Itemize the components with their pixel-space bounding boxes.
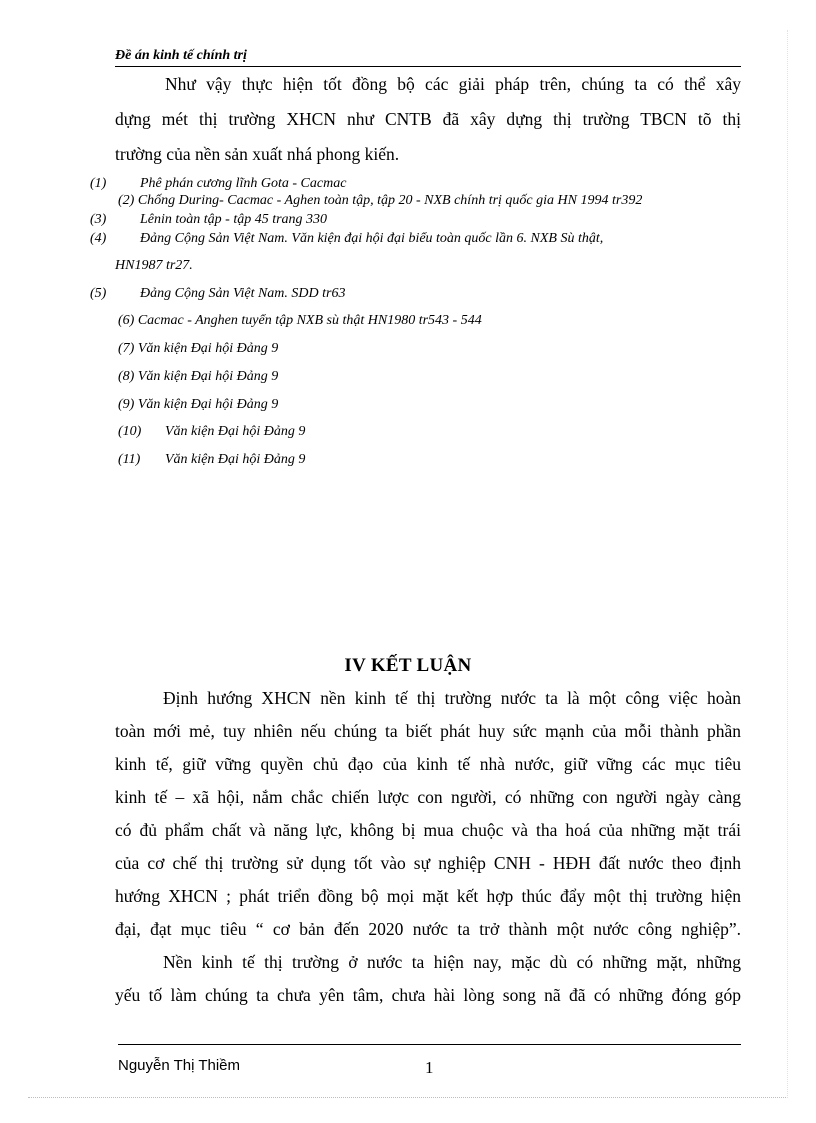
intro-line-3: trường của nền sản xuất nhá phong kiến.	[115, 144, 400, 164]
section-title: IV KẾT LUẬN	[344, 655, 472, 676]
footer-rule	[118, 1044, 741, 1045]
header-rule	[115, 66, 741, 67]
footnote-text: Lênin toàn tập - tập 45 trang 330	[140, 212, 328, 227]
footnote-number: (10)	[118, 424, 142, 439]
body-line-9: Nền kinh tế thị trường ở nước ta hiện nay, mặc dù có những mặt, những	[163, 952, 741, 972]
body-line-8: đại, đạt mục tiêu “ cơ bản đến 2020 nước ta trở thành một nước công nghiệp”.	[115, 919, 741, 939]
footnote-text: Phê phán cương lĩnh Gota - Cacmac	[140, 176, 347, 191]
footnote-5	[90, 286, 345, 302]
body-line-3: kinh tế, giữ vững quyền chủ đạo của kinh tế nhà nước, giữ vững các mục tiêu	[115, 754, 741, 774]
page-number: 1	[425, 1058, 434, 1077]
footnote-text: Đảng Cộng Sản Việt Nam. Văn kiện đại hội đại biểu toàn quốc lần 6. NXB Sù thật,	[140, 231, 604, 246]
footer-author: Nguyễn Thị Thiềm	[118, 1057, 241, 1074]
footnote-7: (7) Văn kiện Đại hội Đảng 9	[118, 341, 279, 356]
body-line-10: yếu tố làm chúng ta chưa yên tâm, chưa hài lòng song nã đã có những đóng góp	[115, 985, 741, 1005]
body-line-2: toàn mới mẻ, tuy nhiên nếu chúng ta biết phát huy sức mạnh của mỗi thành phần	[115, 721, 741, 741]
intro-line-1: Như vậy thực hiện tốt đồng bộ các giải pháp trên, chúng ta có thể xây	[165, 74, 741, 94]
intro-line-2: dựng mét thị trường XHCN như CNTB đã xây dựng thị trường TBCN tõ thị	[115, 109, 741, 129]
body-line-5: có đủ phẩm chất và năng lực, không bị mua chuộc và tha hoá của những mặt trái	[115, 820, 741, 840]
footnote-9: (9) Văn kiện Đại hội Đảng 9	[118, 397, 279, 412]
body-line-7: hướng XHCN ; phát triển đồng bộ mọi mặt kết hợp thúc đẩy một thị trường hiện	[115, 886, 741, 906]
footnote-10	[118, 424, 305, 440]
body-line-6: của cơ chế thị trường sử dụng tốt vào sự nghiệp CNH - HĐH đất nước theo định	[115, 853, 741, 873]
footnote-4-continuation: HN1987 tr27.	[115, 258, 193, 273]
footnote-text: Đảng Cộng Sản Việt Nam. SDD tr63	[140, 286, 346, 301]
footnote-number: (11)	[118, 452, 141, 467]
body-line-4: kinh tế – xã hội, nắm chắc chiến lược con người, có những con người ngày càng	[115, 787, 741, 807]
footnote-6: (6) Cacmac - Anghen tuyển tập NXB sù thật HN1980 tr543 - 544	[118, 313, 482, 328]
footnote-number: (4)	[90, 231, 107, 246]
footnote-3	[90, 212, 327, 228]
footnote-text: Văn kiện Đại hội Đảng 9	[165, 452, 306, 467]
body-line-1: Định hướng XHCN nền kinh tế thị trường nước ta là một công việc hoàn	[163, 688, 741, 708]
footnote-8: (8) Văn kiện Đại hội Đảng 9	[118, 369, 279, 384]
footnote-2: (2) Chống During- Cacmac - Aghen toàn tập, tập 20 - NXB chính trị quốc gia HN 1994 tr392	[118, 193, 643, 208]
footnote-number: (3)	[90, 212, 107, 227]
footnote-4	[90, 231, 741, 247]
page-edge-bottom	[28, 1097, 788, 1098]
page-edge-right	[787, 30, 788, 1098]
header-title: Đề án kinh tế chính trị	[115, 48, 247, 63]
footnote-number: (1)	[90, 176, 107, 191]
footnote-text: Văn kiện Đại hội Đảng 9	[165, 424, 306, 439]
footnote-11	[118, 452, 305, 468]
footnote-number: (5)	[90, 286, 107, 301]
footnote-1	[90, 176, 346, 192]
